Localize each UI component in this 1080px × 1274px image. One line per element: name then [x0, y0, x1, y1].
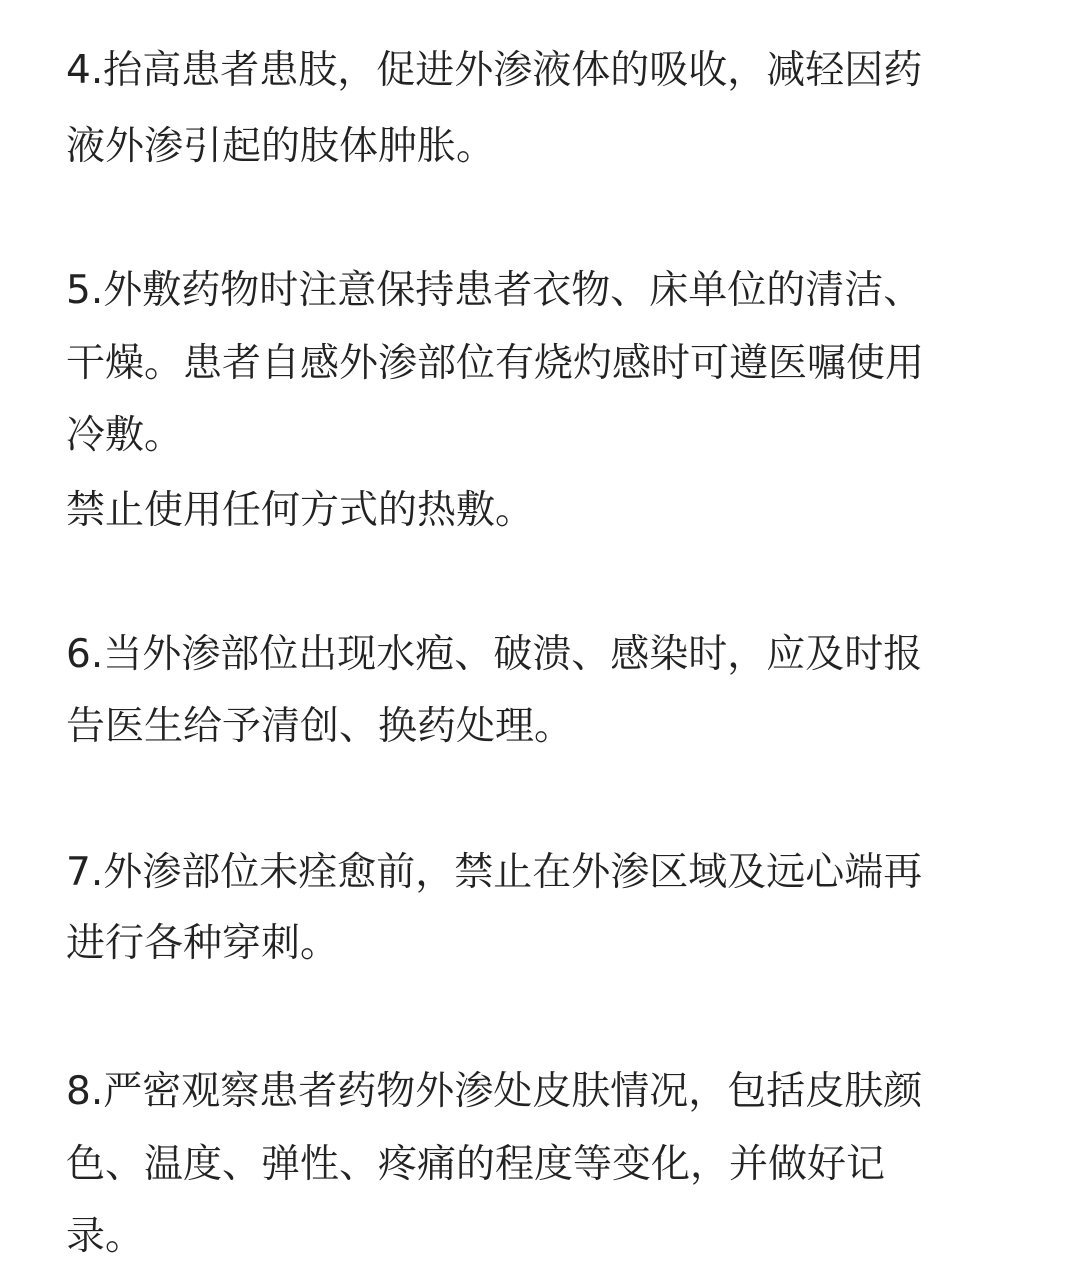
text-line: 5.外敷药物时注意保持患者衣物、床单位的清洁、 [66, 268, 923, 313]
text-line: 7.外渗部位未痊愈前，禁止在外渗区域及远心端再 [66, 850, 923, 895]
text-line: 色、温度、弹性、疼痛的程度等变化，并做好记 [66, 1142, 886, 1187]
text-line: 干燥。患者自感外渗部位有烧灼感时可遵医嘱使用 [66, 341, 925, 386]
text-line: 进行各种穿刺。 [66, 921, 340, 966]
text-line: 4.抬高患者患肢，促进外渗液体的吸收，减轻因药 [66, 48, 923, 93]
text-line: 录。 [66, 1214, 145, 1259]
text-line: 8.严密观察患者药物外渗处皮肤情况，包括皮肤颜 [66, 1069, 923, 1114]
text-line: 6.当外渗部位出现水疱、破溃、感染时，应及时报 [66, 632, 923, 677]
text-line: 冷敷。 [66, 413, 184, 458]
text-line: 告医生给予清创、换药处理。 [66, 704, 574, 749]
text-line: 禁止使用任何方式的热敷。 [66, 488, 535, 533]
text-line: 液外渗引起的肢体肿胀。 [66, 124, 496, 169]
